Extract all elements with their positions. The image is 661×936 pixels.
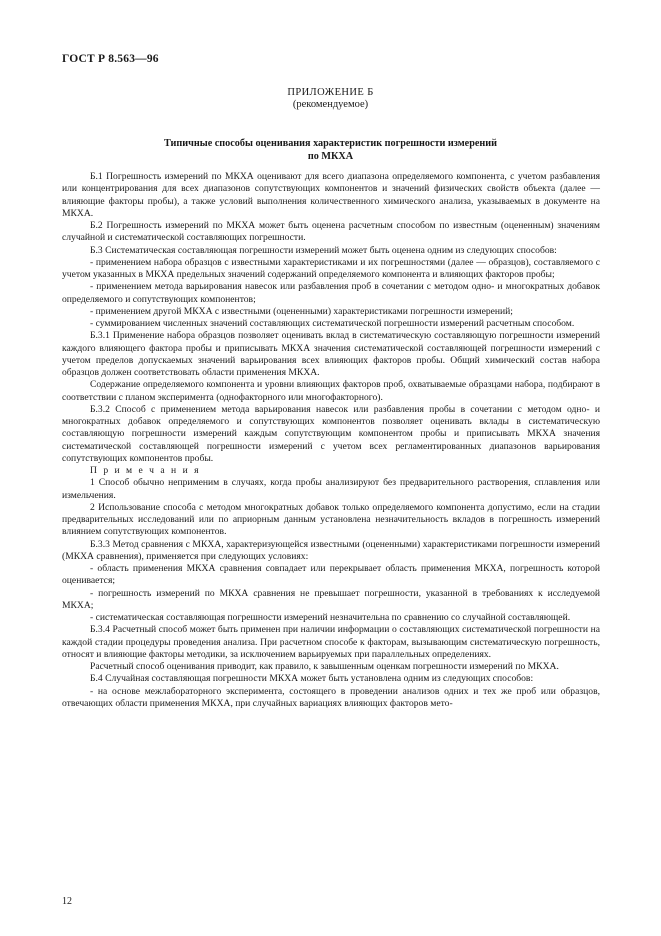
paragraph: Расчетный способ оценивания приводит, как правило, к завышенным оценкам погрешности измерений по МКХА. bbox=[90, 661, 559, 672]
note-item: 2 Использование способа с методом многократных добавок только определяемого компонента допустимо, если на стадии предварительных исследований или по априорным данным установлена незначительность вкладов в погрешность измерений влиянием сопутствующих компонентов. bbox=[62, 501, 600, 538]
paragraph: Б.2 Погрешность измерений по МКХА может быть оценена расчетным способом по известным (оцененным) значениям случайной и систематической составляющих погрешности. bbox=[62, 220, 600, 244]
appendix-subtitle: (рекомендуемое) bbox=[292, 99, 369, 110]
section-title bbox=[0, 137, 661, 163]
page-number: 12 bbox=[62, 896, 72, 907]
notes-heading: П р и м е ч а н и я bbox=[90, 465, 201, 476]
paragraph: Б.4 Случайная составляющая погрешности МКХА может быть установлена одним из следующих способов: bbox=[90, 673, 534, 685]
list-item: - суммированием численных значений составляющих систематической погрешности измерений расчетным способом. bbox=[90, 318, 575, 329]
appendix-title: ПРИЛОЖЕНИЕ Б bbox=[287, 87, 374, 98]
list-item: - применением метода варьирования навесок или разбавления проб в сочетании с методом одно- и многократных добавок определяемого и сопутствующих компонентов; bbox=[62, 281, 600, 305]
list-item: - область применения МКХА сравнения совпадает или перекрывает область применения МКХА, погрешность которой оценивается; bbox=[62, 563, 600, 587]
list-item: - на основе межлабораторного эксперимента, состоящего в проведении анализов одних и тех же проб или образцов, отвечающих области применения МКХА, при случайных вариациях влияющих факторов мето- bbox=[62, 685, 600, 709]
section-title-line-1: Типичные способы оценивания характеристик погрешности измерений bbox=[163, 138, 498, 149]
list-item: - погрешность измерений по МКХА сравнения не превышает погрешности, указанной в требованиях к исследуемой МКХА; bbox=[62, 587, 600, 611]
list-item: - применением набора образцов с известными характеристиками и их погрешностями (далее — образцов), составляемого с учетом указанных в МКХА предельных значений содержаний определяемого компонента и влияющих факторов пробы; bbox=[62, 256, 600, 280]
standard-header: ГОСТ Р 8.563—96 bbox=[62, 53, 159, 65]
paragraph: Б.3.2 Способ с применением метода варьирования навесок или разбавления пробы в сочетании с методом одно- и многократных добавок определяемого и сопутствующих компонентов позволяет оценивать вклады в систематическую составляющую погрешности измерений каждым сопутствующим компонентом пробы и приписывать МКХА значения систематической составляющей погрешности измерений с учетом всех регламентированных диапазонов варьирования сопутствующих компонентов пробы. bbox=[62, 403, 600, 464]
paragraph: Б.3 Систематическая составляющая погрешности измерений может быть оценена одним из следующих способов: bbox=[90, 244, 557, 256]
paragraph: Содержание определяемого компонента и уровни влияющих факторов проб, охватываемые образцами набора, подбирают в соответствии с планом эксперимента (однофакторного или многофакторного). bbox=[62, 379, 600, 403]
appendix-heading bbox=[0, 87, 661, 111]
paragraph: Б.1 Погрешность измерений по МКХА оценивают для всего диапазона определяемого компонента, с учетом разбавления или концентрирования для всех диапазонов сопутствующих компонентов и значений физических свойств объекта (далее — влияющие факторы пробы), а также условий выполнения количественного химического анализа, указываемых в документе на МКХА. bbox=[62, 171, 600, 219]
list-item: - систематическая составляющая погрешности измерений незначительна по сравнению со случайной составляющей. bbox=[90, 612, 571, 623]
note-item: 1 Способ обычно неприменим в случаях, когда пробы анализируют без предварительного растворения, сплавления или измельчения. bbox=[62, 477, 600, 501]
paragraph: Б.3.4 Расчетный способ может быть применен при наличии информации о составляющих систематической погрешности на каждой стадии процедуры проведения анализа. При расчетном способе к факторам, вызывающим систематическую погрешность, относят и влияющие факторы методики, за исключением варьируемых при параллельных определениях. bbox=[62, 624, 600, 660]
paragraph: Б.3.1 Применение набора образцов позволяет оценивать вклад в систематическую составляющую погрешности измерений каждого влияющего фактора пробы и приписывать МКХА значения систематической составляющей погрешности измерений с учетом пределов допускаемых значений варьирования всех влияющих факторов пробы. Общий химический состав набора образцов должен соответствовать области применения МКХА. bbox=[62, 330, 600, 378]
document-body bbox=[62, 171, 600, 710]
list-item: - применением другой МКХА с известными (оцененными) характеристиками погрешности измерений; bbox=[90, 305, 513, 317]
section-title-line-2: по МКХА bbox=[307, 151, 354, 162]
paragraph: Б.3.3 Метод сравнения с МКХА, характеризующейся известными (оцененными) характеристиками погрешности измерений (МКХА сравнения), применяется при следующих условиях: bbox=[62, 538, 600, 562]
